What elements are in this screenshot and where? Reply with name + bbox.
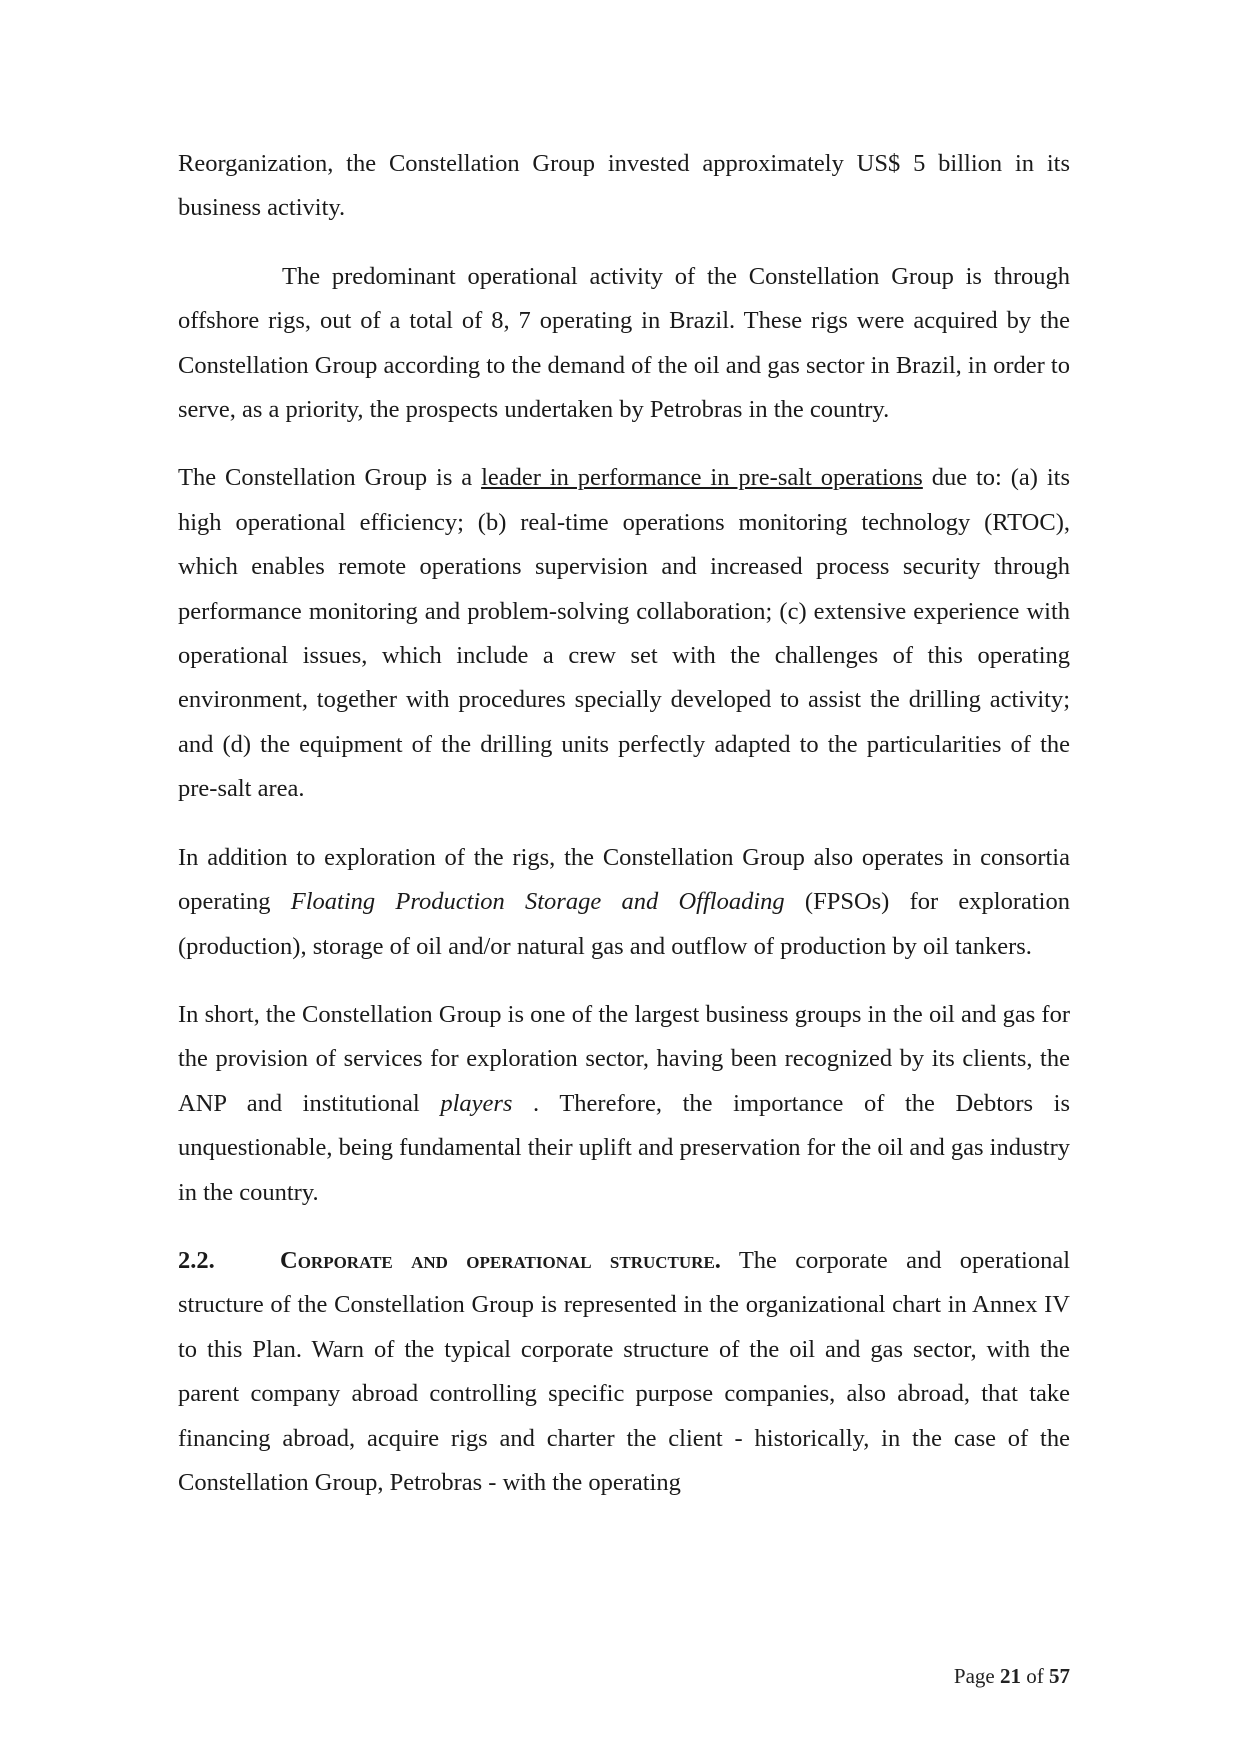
section-heading: Corporate and operational structure. xyxy=(280,1246,721,1274)
paragraph-presalt-leadership xyxy=(178,456,1070,811)
section-text: The corporate and operational structure of the Constellation Group is represented in the organizational chart in Annex IV to this Plan. Warn of the typical corporate structure of the oil and gas sector, with the parent company abroad controlling specific purpose companies, also abroad, that take financing abroad, acquire rigs and charter the client - historically, in the case of the Constellation Group, Petrobras - with the operating xyxy=(178,1246,1070,1496)
paragraph-fpso-rest: (FPSOs) for exploration (production), storage of oil and/or natural gas and outflow of production by oil tankers. xyxy=(178,888,1070,960)
footer-of-word: of xyxy=(1026,1664,1044,1688)
paragraph-summary-lead: In short, the Constellation Group is one of the largest business groups in the oil and gas for the provision of services for exploration sector, having been recognized by its clients, the ANP and institutional xyxy=(178,1000,1070,1117)
paragraph-presalt-lead: The Constellation Group is a xyxy=(178,464,482,492)
underlined-phrase: leader in performance in pre-salt operations xyxy=(481,464,923,492)
paragraph-presalt-rest: due to: (a) its high operational efficiency; (b) real-time operations monitoring technology (RTOC), which enables remote operations supervision and increased process security through performance monitoring and problem-solving collaboration; (c) extensive experience with operational issues, which include a crew set with the challenges of this operating environment, together with procedures specially developed to assist the drilling activity; and (d) the equipment of the drilling units perfectly adapted to the particularities of the pre-salt area. xyxy=(178,464,1070,803)
footer-page-total: 57 xyxy=(1049,1664,1070,1688)
paragraph-summary-rest: . Therefore, the importance of the Debtors is unquestionable, being fundamental their uplift and preservation for the oil and gas industry in the country. xyxy=(178,1089,1070,1206)
footer-page-number: 21 xyxy=(1000,1664,1021,1688)
page-footer xyxy=(954,1662,1070,1690)
paragraph-fpso-lead: In addition to exploration of the rigs, the Constellation Group also operates in consortia operating xyxy=(178,843,1070,916)
paragraph-summary xyxy=(178,993,1070,1215)
footer-page-word: Page xyxy=(953,1664,995,1688)
paragraph-offshore-rigs: The predominant operational activity of the Constellation Group is through offshore rigs, out of a total of 8, 7 operating in Brazil. These rigs were acquired by the Constellation Group according to the demand of the oil and gas sector in Brazil, in order to serve, as a priority, the prospects undertaken by Petrobras in the country. xyxy=(178,262,1070,424)
section-number: 2.2. xyxy=(178,1246,215,1274)
italic-players-term: players xyxy=(440,1089,513,1117)
document-body xyxy=(178,142,1070,1529)
section-2-2-paragraph xyxy=(178,1239,1070,1505)
paragraph-fpso xyxy=(178,836,1070,969)
italic-fpso-term: Floating Production Storage and Offloading xyxy=(290,888,785,916)
paragraph-investment: Reorganization, the Constellation Group invested approximately US$ 5 billion in its business activity. xyxy=(178,150,1070,222)
